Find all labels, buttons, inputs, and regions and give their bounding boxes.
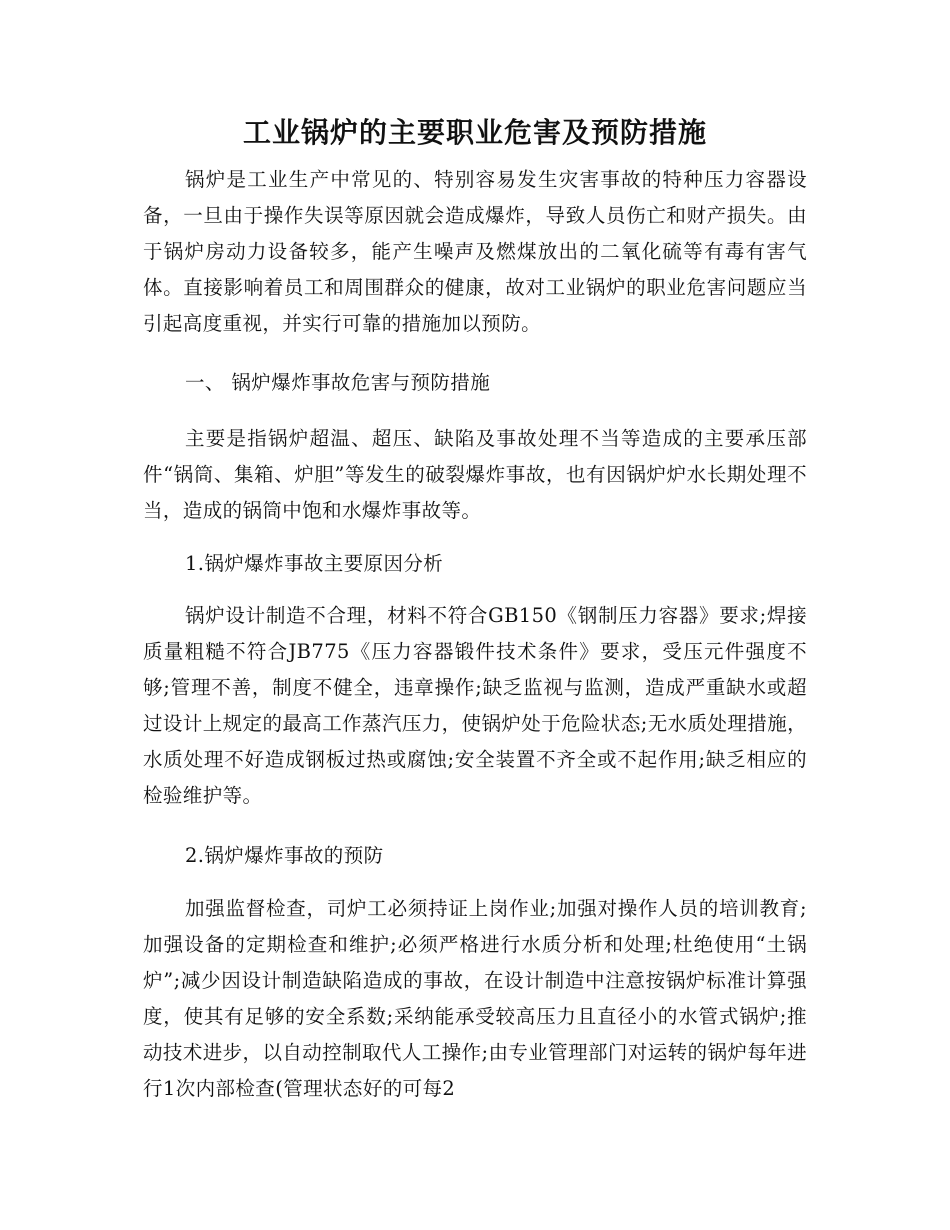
document-title: 工业锅炉的主要职业危害及预防措施 [242,116,707,149]
subsection-2-heading: 2.锅炉爆炸事故的预防 [185,844,384,867]
intro-paragraph: 锅炉是工业生产中常见的、特别容易发生灾害事故的特种压力容器设备，一旦由于操作失误等原因就会造成爆炸，导致人员伤亡和财产损失。由于锅炉房动力设备较多，能产生噪声及燃煤放出的二氧化硫等有毒有害气体。直接影响着员工和周围群众的健康，故对工业锅炉的职业危害问题应当引起高度重视，并实行可靠的措施加以预防。 [143,168,807,335]
subsection-1-paragraph: 锅炉设计制造不合理，材料不符合GB150《钢制压力容器》要求;焊接质量粗糙不符合JB775《压力容器锻件技术条件》要求，受压元件强度不够;管理不善，制度不健全，违章操作;缺乏监视与监测，造成严重缺水或超过设计上规定的最高工作蒸汽压力，使锅炉处于危险状态;无水质处理措施，水质处理不好造成钢板过热或腐蚀;安全装置不齐全或不起作用;缺乏相应的检验维护等。 [143,604,807,807]
section-1-heading: 一、 锅炉爆炸事故危害与预防措施 [185,371,491,394]
section-1-paragraph: 主要是指锅炉超温、超压、缺陷及事故处理不当等造成的主要承压部件“锅筒、集箱、炉胆”等发生的破裂爆炸事故，也有因锅炉炉水长期处理不当，造成的锅筒中饱和水爆炸事故等。 [143,427,807,522]
subsection-1-heading: 1.锅炉爆炸事故主要原因分析 [185,552,444,575]
subsection-2-paragraph: 加强监督检查，司炉工必须持证上岗作业;加强对操作人员的培训教育;加强设备的定期检查和维护;必须严格进行水质分析和处理;杜绝使用“土锅炉”;减少因设计制造缺陷造成的事故，在设计制造中注意按锅炉标准计算强度，使其有足够的安全系数;采纳能承受较高压力且直径小的水管式锅炉;推动技术进步，以自动控制取代人工操作;由专业管理部门对运转的锅炉每年进行1次内部检查(管理状态好的可每2 [143,897,807,1100]
